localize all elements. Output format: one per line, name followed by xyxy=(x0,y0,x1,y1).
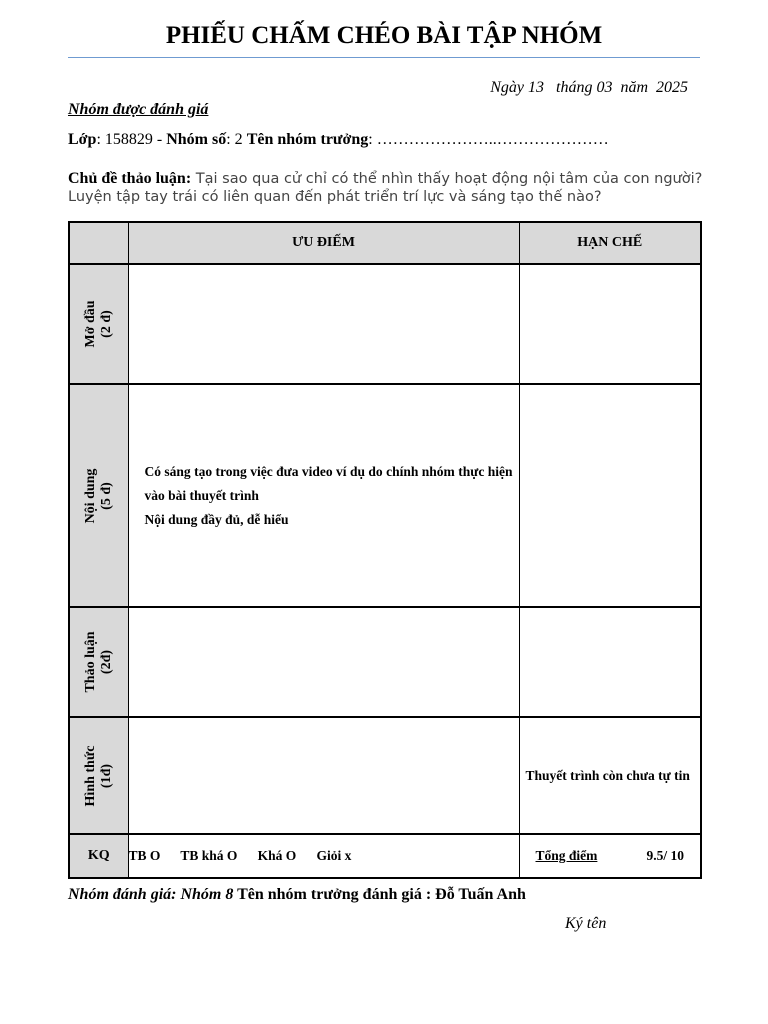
strength-line-2: Nội dung đầy đủ, dễ hiểu xyxy=(144,511,289,527)
page-title: PHIẾU CHẤM CHÉO BÀI TẬP NHÓM xyxy=(165,22,603,49)
group-number-value: : 2 xyxy=(226,131,247,148)
signature-label: Ký tên xyxy=(565,915,607,932)
weaknesses-cell[interactable] xyxy=(519,264,701,384)
strengths-cell[interactable] xyxy=(128,717,519,834)
leader-name-value: : …………………..………………… xyxy=(368,131,609,148)
evaluator-line xyxy=(68,886,526,904)
strengths-cell[interactable] xyxy=(128,384,519,607)
header-corner-cell xyxy=(69,222,128,264)
row-label-line1: Mở đầu xyxy=(82,300,98,348)
total-score-cell xyxy=(519,834,701,878)
weaknesses-cell[interactable] xyxy=(519,607,701,717)
topic-label: Chủ đề thảo luận: xyxy=(68,170,192,187)
evaluator-leader-label: Tên nhóm trưởng đánh giá xyxy=(233,886,422,903)
title-divider xyxy=(68,57,700,58)
table-header-row xyxy=(69,222,701,264)
discussion-topic xyxy=(68,170,708,206)
row-label xyxy=(83,631,115,692)
row-label-line1: Hình thức xyxy=(82,745,98,806)
table-row xyxy=(69,384,701,607)
group-number-label: Nhóm số xyxy=(166,131,227,148)
strength-line-1: Có sáng tạo trong việc đưa video ví dụ do chính nhóm thực hiện vào bài thuyết trình xyxy=(144,463,513,503)
date-line: Ngày 13 tháng 03 năm 2025 xyxy=(490,79,688,96)
result-label: KQ xyxy=(69,834,128,878)
row-label-cell xyxy=(69,384,128,607)
row-label-line1: Thảo luận xyxy=(82,631,98,693)
row-label xyxy=(83,300,115,347)
strengths-cell[interactable] xyxy=(128,264,519,384)
total-score-label: Tổng điểm xyxy=(535,848,598,863)
evaluation-table xyxy=(68,221,702,879)
row-label-line2: (2đ) xyxy=(98,649,114,675)
weaknesses-cell[interactable] xyxy=(519,717,701,834)
row-label-cell xyxy=(69,717,128,834)
strengths-cell[interactable] xyxy=(128,607,519,717)
row-label-line2: (1đ) xyxy=(98,763,114,788)
topic-text: Tại sao qua cử chỉ có thể nhìn thấy hoạt động nội tâm của con người? Luyện tập tay trái có liên quan đến phát triển trí lực và sáng tạo thế nào? xyxy=(68,171,703,205)
strength-comment xyxy=(129,460,519,532)
result-options: TB O TB khá O Khá O Giỏi x xyxy=(128,834,519,878)
result-row xyxy=(69,834,701,878)
row-label-line1: Nội dung xyxy=(82,468,98,523)
table-row xyxy=(69,264,701,384)
table-row xyxy=(69,717,701,834)
weaknesses-cell[interactable] xyxy=(519,384,701,607)
row-label-line2: (5 đ) xyxy=(98,481,114,510)
leader-name-label: Tên nhóm trưởng xyxy=(246,131,369,148)
table-row xyxy=(69,607,701,717)
row-label-line2: (2 đ) xyxy=(98,310,114,338)
row-label xyxy=(83,468,115,523)
evaluator-leader-name: : Đỗ Tuấn Anh xyxy=(421,886,526,903)
row-label xyxy=(83,745,115,806)
header-strengths: ƯU ĐIẾM xyxy=(128,222,519,264)
header-weaknesses: HẠN CHẾ xyxy=(519,222,701,264)
class-label: Lớp xyxy=(68,131,97,148)
total-score-value: 9.5/ 10 xyxy=(646,848,684,863)
evaluator-group: Nhóm đánh giá: Nhóm 8 xyxy=(68,886,234,903)
class-info-line xyxy=(68,131,609,149)
row-label-cell xyxy=(69,607,128,717)
class-value: : 158829 - xyxy=(96,131,167,148)
row-label-cell xyxy=(69,264,128,384)
weakness-comment: Thuyết trình còn chưa tự tin xyxy=(525,767,690,783)
evaluated-group-heading: Nhóm được đánh giá xyxy=(68,101,209,118)
